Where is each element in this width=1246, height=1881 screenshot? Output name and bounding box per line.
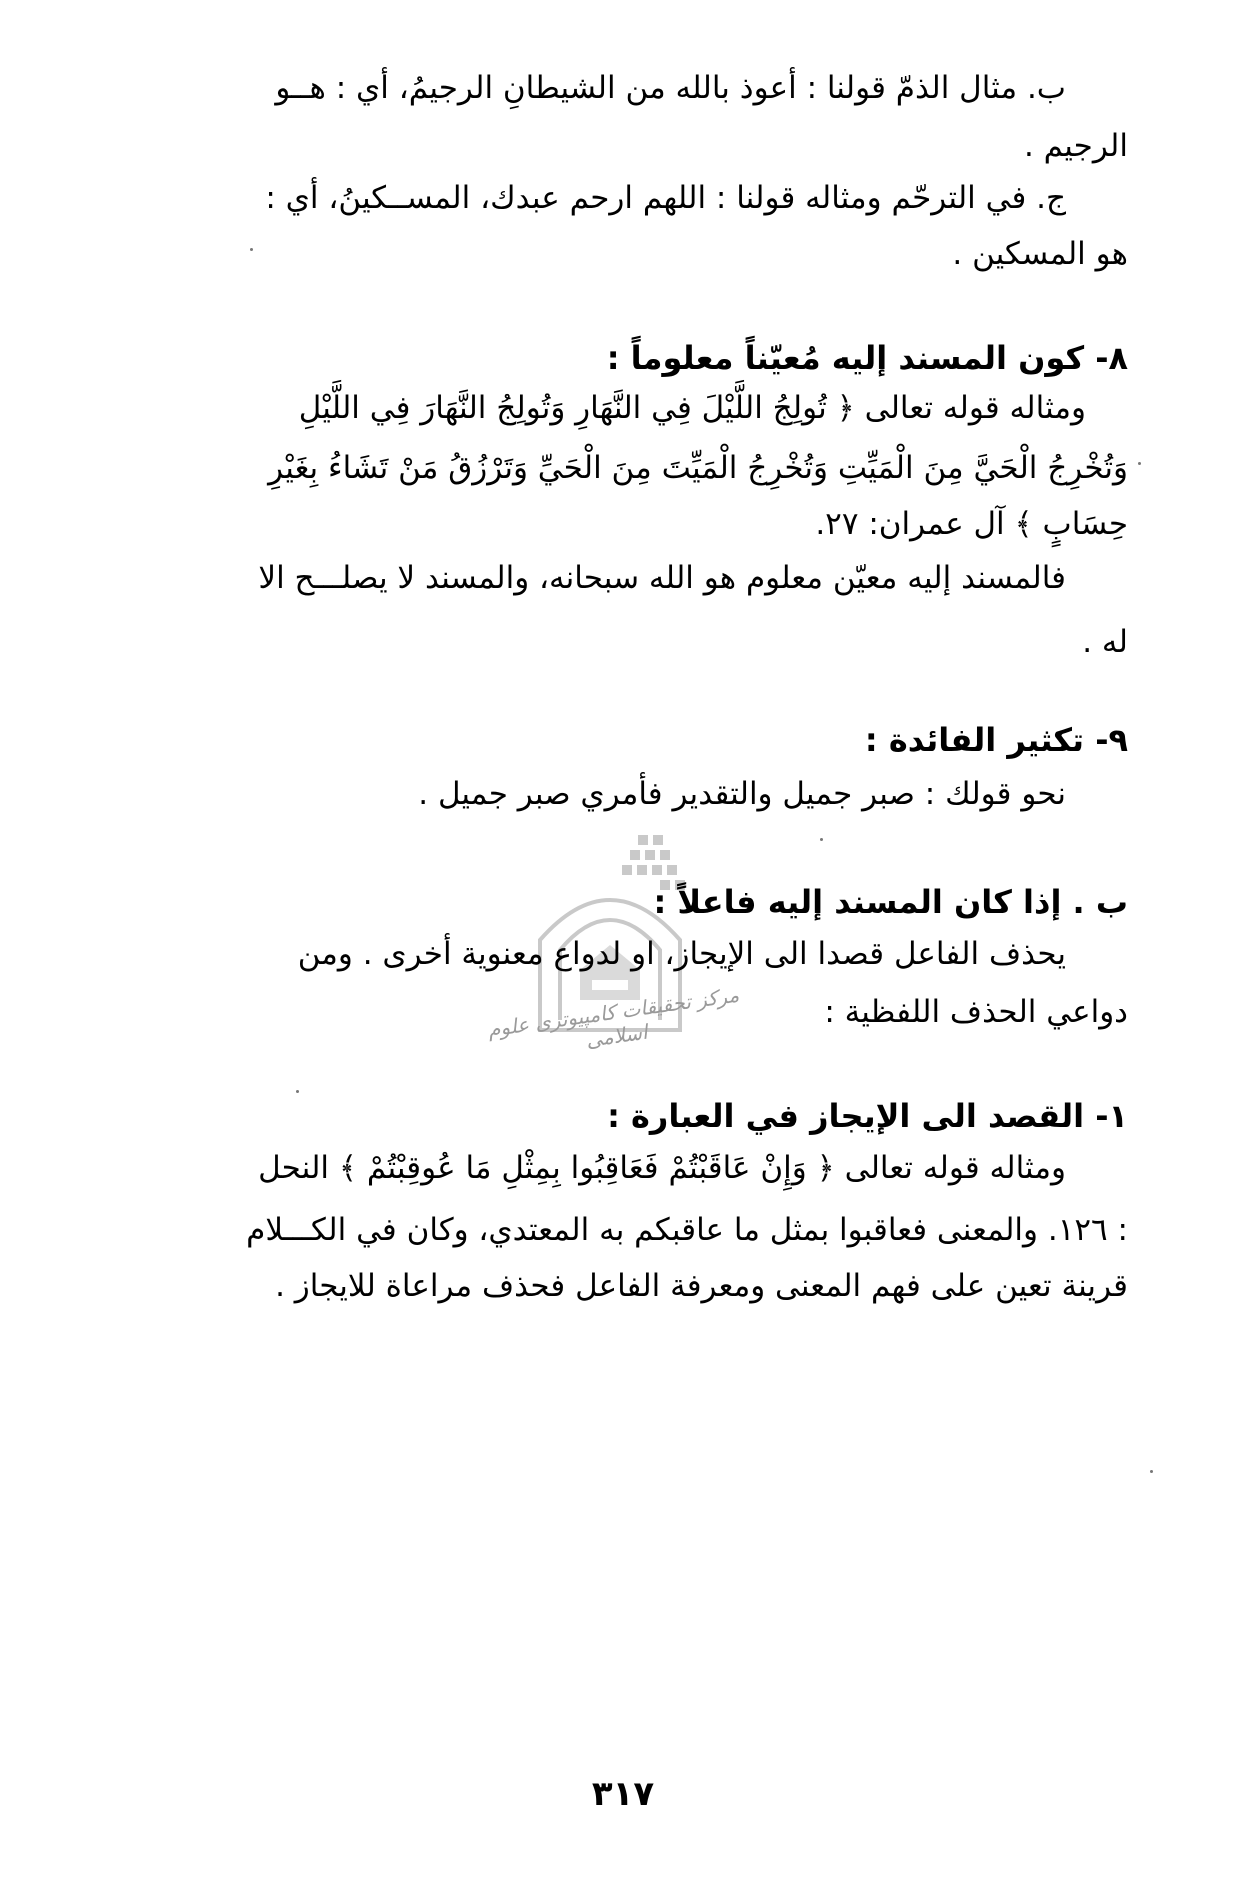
scan-speck [1150, 1470, 1153, 1473]
section-heading-1: ١- القصد الى الإيجاز في العبارة : [607, 1097, 1128, 1135]
page-number: ٣١٧ [591, 1774, 655, 1814]
section-heading-9: ٩- تكثير الفائدة : [864, 721, 1128, 759]
text-line-17: ومثاله قوله تعالى ﴿ وَإِنْ عَاقَبْتُمْ فَعَاقِبُوا بِمِثْلِ مَا عُوقِبْتُمْ ﴾ النحل [258, 1150, 1066, 1186]
text-line-6: ومثاله قوله تعالى ﴿ تُولِجُ اللَّيْلَ فِي النَّهَارِ وَتُولِجُ النَّهَارَ فِي اللَّيْلِ [298, 390, 1086, 426]
text-line-8: حِسَابٍ ﴾ آل عمران: ٢٧. [815, 506, 1128, 542]
text-line-14: يحذف الفاعل قصدا الى الإيجاز، او لدواع معنوية أخرى . ومن [297, 936, 1066, 972]
section-heading-8: ٨- كون المسند إليه مُعيّناً معلوماً : [606, 339, 1128, 377]
scan-speck [296, 1090, 299, 1093]
scan-speck [820, 838, 823, 841]
text-line-18: : ١٢٦. والمعنى فعاقبوا بمثل ما عاقبكم به المعتدي، وكان في الكـــلام [246, 1212, 1128, 1248]
text-line-1: ب. مثال الذمّ قولنا : أعوذ بالله من الشيطانِ الرجيمُ، أي : هــو [275, 70, 1066, 106]
text-line-2: الرجيم . [1023, 128, 1128, 164]
text-line-12: نحو قولك : صبر جميل والتقدير فأمري صبر جميل . [418, 776, 1066, 812]
scan-speck [1138, 462, 1141, 465]
text-line-9: فالمسند إليه معيّن معلوم هو الله سبحانه، والمسند لا يصلـــح الا [258, 560, 1066, 596]
scan-speck [250, 248, 253, 251]
text-line-4: هو المسكين . [952, 236, 1128, 272]
text-line-15: دواعي الحذف اللفظية : [824, 994, 1128, 1030]
watermark-caption: مرکز تحقیقات کامپیوتری علوم اسلامی [486, 982, 741, 1053]
text-line-3: ج. في الترحّم ومثاله قولنا : اللهم ارحم عبدك، المســكينُ، أي : [265, 180, 1066, 216]
section-heading-b: ب . إذا كان المسند إليه فاعلاً : [653, 883, 1128, 921]
text-line-7: وَتُخْرِجُ الْحَيَّ مِنَ الْمَيِّتِ وَتُخْرِجُ الْمَيِّتَ مِنَ الْحَيِّ وَتَرْزُقُ مَنْ تَشَاءُ بِغَيْرِ [268, 450, 1128, 486]
text-line-19: قرينة تعين على فهم المعنى ومعرفة الفاعل فحذف مراعاة للايجاز . [275, 1268, 1128, 1304]
text-line-10: له . [1082, 624, 1128, 660]
